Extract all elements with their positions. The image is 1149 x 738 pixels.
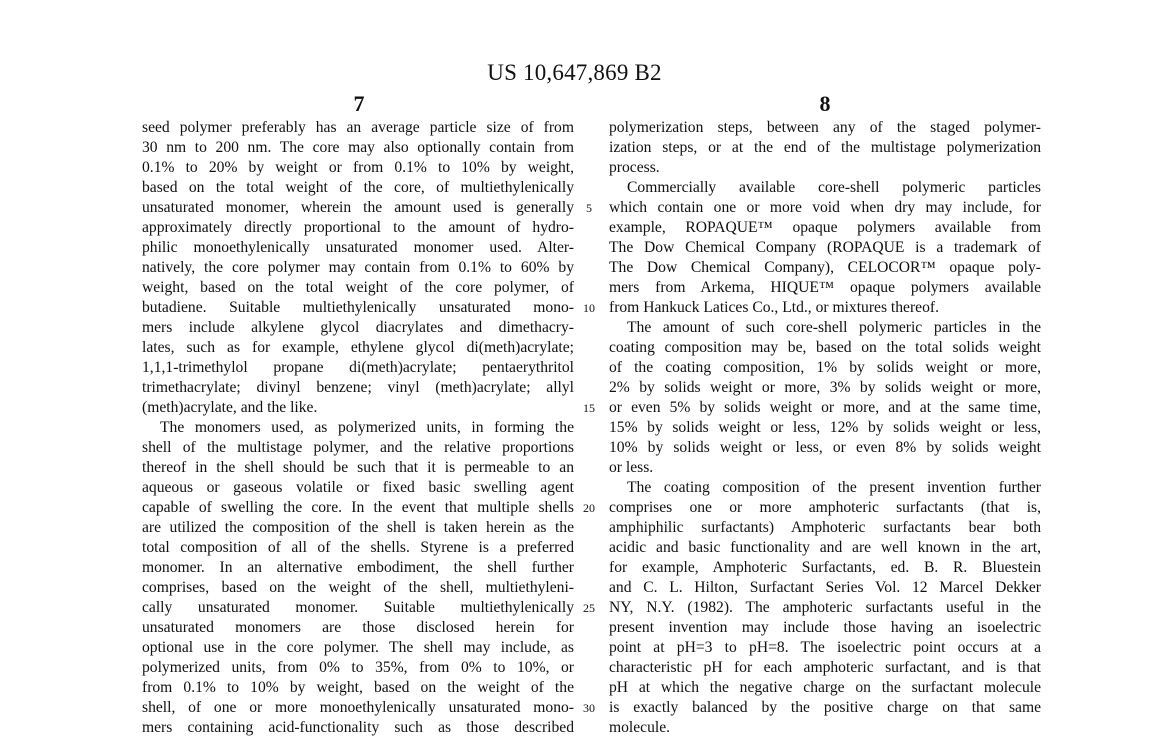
text-line: 10% by solids weight or less, or even 8% by solids weight (609, 439, 1041, 456)
text-line: philic monoethylenically unsaturated monomer used. Alter- (142, 239, 574, 256)
text-line: weight, based on the total weight of the core polymer, of (142, 279, 574, 296)
text-line: trimethacrylate; divinyl benzene; vinyl (meth)acrylate; allyl (142, 379, 574, 396)
line-number: 25 (583, 601, 595, 615)
text-line: example, ROPAQUE™ opaque polymers available from (609, 219, 1041, 236)
text-line: pH at which the negative charge on the surfactant molecule (609, 679, 1041, 696)
text-line: seed polymer preferably has an average particle size of from (142, 119, 574, 136)
text-line: butadiene. Suitable multiethylenically unsaturated mono- (142, 299, 574, 316)
text-line: unsaturated monomer, wherein the amount used is generally (142, 199, 574, 216)
text-line: monomer. In an alternative embodiment, the shell further (142, 559, 574, 576)
text-line: The Dow Chemical Company (ROPAQUE is a trademark of (609, 239, 1041, 256)
text-line: and C. L. Hilton, Surfactant Series Vol. 12 Marcel Dekker (609, 579, 1041, 596)
text-line: are utilized the composition of the shell is taken herein as the (142, 519, 574, 536)
text-line: comprises one or more amphoteric surfactants (that is, (609, 499, 1041, 516)
text-line: for example, Amphoteric Surfactants, ed. B. R. Bluestein (609, 559, 1041, 576)
text-line: cally unsaturated monomer. Suitable multiethylenically (142, 599, 574, 616)
text-line: natively, the core polymer may contain from 0.1% to 60% by (142, 259, 574, 276)
text-line: shell, of one or more monoethylenically unsaturated mono- (142, 699, 574, 716)
text-line: aqueous or gaseous volatile or fixed basic swelling agent (142, 479, 574, 496)
text-line: coating composition may be, based on the total solids weight (609, 339, 1041, 356)
text-line: mers containing acid-functionality such as those described (142, 719, 574, 736)
text-line: based on the total weight of the core, of multiethylenically (142, 179, 574, 196)
text-line: lates, such as for example, ethylene glycol di(meth)acrylate; (142, 339, 574, 356)
text-line: shell of the multistage polymer, and the relative proportions (142, 439, 574, 456)
text-line: from 0.1% to 10% by weight, based on the weight of the (142, 679, 574, 696)
text-line: present invention may include those having an isoelectric (609, 619, 1041, 636)
line-number: 20 (583, 501, 595, 515)
line-number: 30 (583, 701, 595, 715)
text-line: Commercially available core-shell polymeric particles (627, 179, 1041, 196)
text-line: or less. (609, 459, 654, 476)
line-number: 15 (583, 401, 595, 415)
text-line: 0.1% to 20% by weight or from 0.1% to 10% by weight, (142, 159, 574, 176)
right-text-column (609, 118, 1041, 738)
text-line: The amount of such core-shell polymeric particles in the (627, 319, 1041, 336)
text-line: from Hankuck Latices Co., Ltd., or mixtures thereof. (609, 299, 939, 316)
text-line: point at pH=3 to pH=8. The isoelectric point occurs at a (609, 639, 1041, 656)
text-line: The Dow Chemical Company), CELOCOR™ opaque poly- (609, 259, 1041, 276)
text-line: (meth)acrylate, and the like. (142, 399, 318, 416)
text-line: amphiphilic surfactants) Amphoteric surfactants bear both (609, 519, 1041, 536)
text-line: thereof in the shell should be such that it is permeable to an (142, 459, 574, 476)
text-line: mers include alkylene glycol diacrylates and dimethacry- (142, 319, 574, 336)
text-line: approximately directly proportional to the amount of hydro- (142, 219, 574, 236)
text-line: mers from Arkema, HIQUE™ opaque polymers available (609, 279, 1041, 296)
text-line: 30 nm to 200 nm. The core may also optionally contain from (142, 139, 574, 156)
line-number: 5 (586, 201, 592, 215)
text-line: polymerized units, from 0% to 35%, from 0% to 10%, or (142, 659, 574, 676)
text-line: unsaturated monomers are those disclosed herein for (142, 619, 574, 636)
line-number: 10 (583, 301, 595, 315)
text-line: which contain one or more void when dry may include, for (609, 199, 1041, 216)
text-line: The monomers used, as polymerized units, in forming the (160, 419, 574, 436)
text-line: characteristic pH for each amphoteric surfactant, and is that (609, 659, 1041, 676)
text-line: acidic and basic functionality and are well known in the art, (609, 539, 1041, 556)
text-line: 2% by solids weight or more, 3% by solids weight or more, (609, 379, 1041, 396)
text-line: total composition of all of the shells. Styrene is a preferred (142, 539, 574, 556)
text-line: is exactly balanced by the positive charge on that same (609, 699, 1041, 716)
text-line: process. (609, 159, 660, 176)
text-line: NY, N.Y. (1982). The amphoteric surfactants useful in the (609, 599, 1041, 616)
text-line: 1,1,1-trimethylol propane di(meth)acrylate; pentaerythritol (142, 359, 574, 376)
text-line: optional use in the core polymer. The shell may include, as (142, 639, 574, 656)
text-line: comprises, based on the weight of the shell, multiethyleni- (142, 579, 574, 596)
patent-number-header: US 10,647,869 B2 (487, 60, 662, 85)
text-line: molecule. (609, 719, 671, 736)
text-line: or even 5% by solids weight or more, and at the same time, (609, 399, 1041, 416)
text-line: The coating composition of the present invention further (627, 479, 1041, 496)
text-line: polymerization steps, between any of the staged polymer- (609, 119, 1041, 136)
text-line: ization steps, or at the end of the multistage polymerization (609, 139, 1041, 156)
right-column-number: 8 (819, 91, 831, 116)
left-column-number: 7 (353, 91, 365, 116)
text-line: capable of swelling the core. In the event that multiple shells (142, 499, 574, 516)
left-text-column (142, 118, 574, 738)
text-line: of the coating composition, 1% by solids weight or more, (609, 359, 1041, 376)
text-line: 15% by solids weight or less, 12% by solids weight or less, (609, 419, 1041, 436)
